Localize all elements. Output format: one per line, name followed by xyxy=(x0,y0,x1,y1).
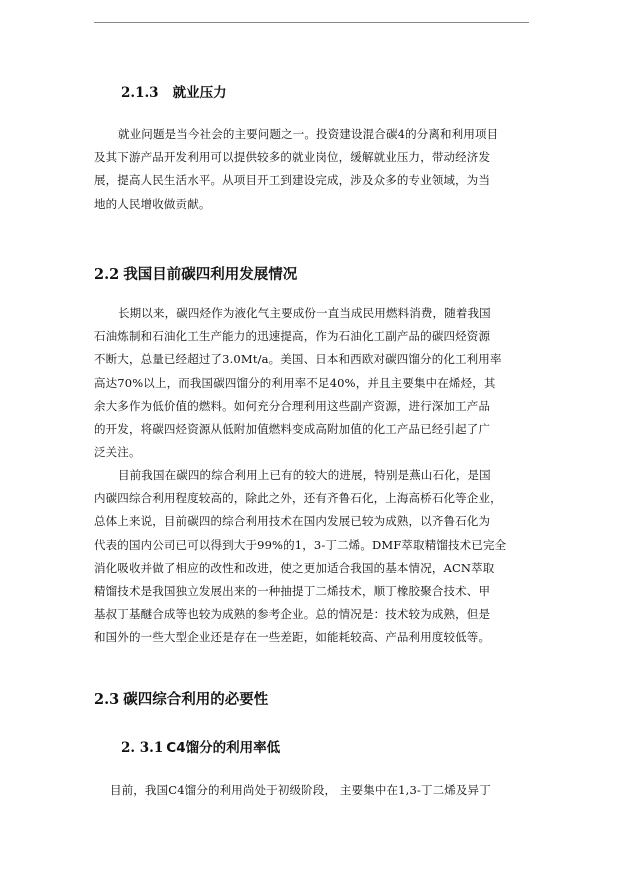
paragraph-line: 长期以来，碳四烃作为液化气主要成份一直当成民用燃料消费，随着我国 xyxy=(118,306,491,320)
paragraph-line: 泛关注。 xyxy=(94,445,141,460)
paragraph-employment xyxy=(94,123,529,216)
heading-number: 2.1.3 xyxy=(121,85,159,101)
heading-title: 我国目前碳四利用发展情况 xyxy=(123,267,298,283)
heading-number: 2. 3.1 xyxy=(121,740,164,756)
paragraph-line: 余大多作为低价值的燃料。如何充分合理利用这些副产资源，进行深加工产品 xyxy=(94,398,491,413)
paragraph-line: 的开发，将碳四烃资源从低附加值燃料变成高附加值的化工产品已经引起了广 xyxy=(94,421,491,436)
paragraph-line: 石油炼制和石油化工生产能力的迅速提高，作为石油化工副产品的碳四烃资源 xyxy=(94,329,491,344)
paragraph-line: 代表的国内公司已可以得到大于99%的1，3-丁二烯。DMF萃取精馏技术已完全 xyxy=(94,537,507,552)
paragraph-line: 和国外的一些大型企业还是存在一些差距，如能耗较高、产品利用度较低等。 xyxy=(94,630,491,645)
paragraph-line: 总体上来说，目前碳四的综合利用技术在国内发展已较为成熟，以齐鲁石化为 xyxy=(94,514,491,529)
paragraph-line: 基叔丁基醚合成等也较为成熟的参考企业。总的情况是：技术较为成熟，但是 xyxy=(94,607,491,622)
paragraph-line: 内碳四综合利用程度较高的，除此之外，还有齐鲁石化，上海高桥石化等企业， xyxy=(94,491,502,506)
paragraph-line: 精馏技术是我国独立发展出来的一种抽提丁二烯技术，顺丁橡胶聚合技术、甲 xyxy=(94,583,491,598)
paragraph-line: 目前，我国C4馏分的利用尚处于初级阶段， 主要集中在1,3-丁二烯及异丁 xyxy=(110,783,491,797)
heading-number: 2.3 xyxy=(94,691,120,708)
paragraph-line: 就业问题是当今社会的主要问题之一。投资建设混合碳4的分离和利用项目 xyxy=(118,127,499,141)
heading-2-1-3 xyxy=(121,84,227,102)
paragraph-line: 目前我国在碳四的综合利用上已有的较大的进展，特别是燕山石化，是国 xyxy=(118,468,491,482)
heading-title: 就业压力 xyxy=(172,85,227,101)
header-rule xyxy=(94,22,529,23)
paragraph-c4-history xyxy=(94,302,529,464)
paragraph-line: 及其下游产品开发利用可以提供较多的就业岗位，缓解就业压力，带动经济发 xyxy=(94,150,491,165)
paragraph-line: 展，提高人民生活水平。从项目开工到建设完成，涉及众多的专业领域，为当 xyxy=(94,173,491,188)
heading-2-2 xyxy=(94,265,297,285)
heading-2-3-1 xyxy=(121,739,280,757)
paragraph-line: 高达70%以上，而我国碳四馏分的利用率不足40%，并且主要集中在烯烃，其 xyxy=(94,375,496,390)
heading-2-3 xyxy=(94,690,268,710)
paragraph-c4-progress xyxy=(94,464,529,650)
paragraph-c4-utilization xyxy=(110,779,529,802)
paragraph-line: 地的人民增收做贡献。 xyxy=(94,196,211,211)
heading-title: 碳四综合利用的必要性 xyxy=(123,692,269,708)
heading-number: 2.2 xyxy=(94,266,120,283)
heading-title: C4馏分的利用率低 xyxy=(166,740,281,756)
paragraph-line: 不断大，总量已经超过了3.0Mt/a。美国、日本和西欧对碳四馏分的化工利用率 xyxy=(94,352,502,367)
paragraph-line: 消化吸收并做了相应的改性和改进，使之更加适合我国的基本情况，ACN萃取 xyxy=(94,560,495,575)
